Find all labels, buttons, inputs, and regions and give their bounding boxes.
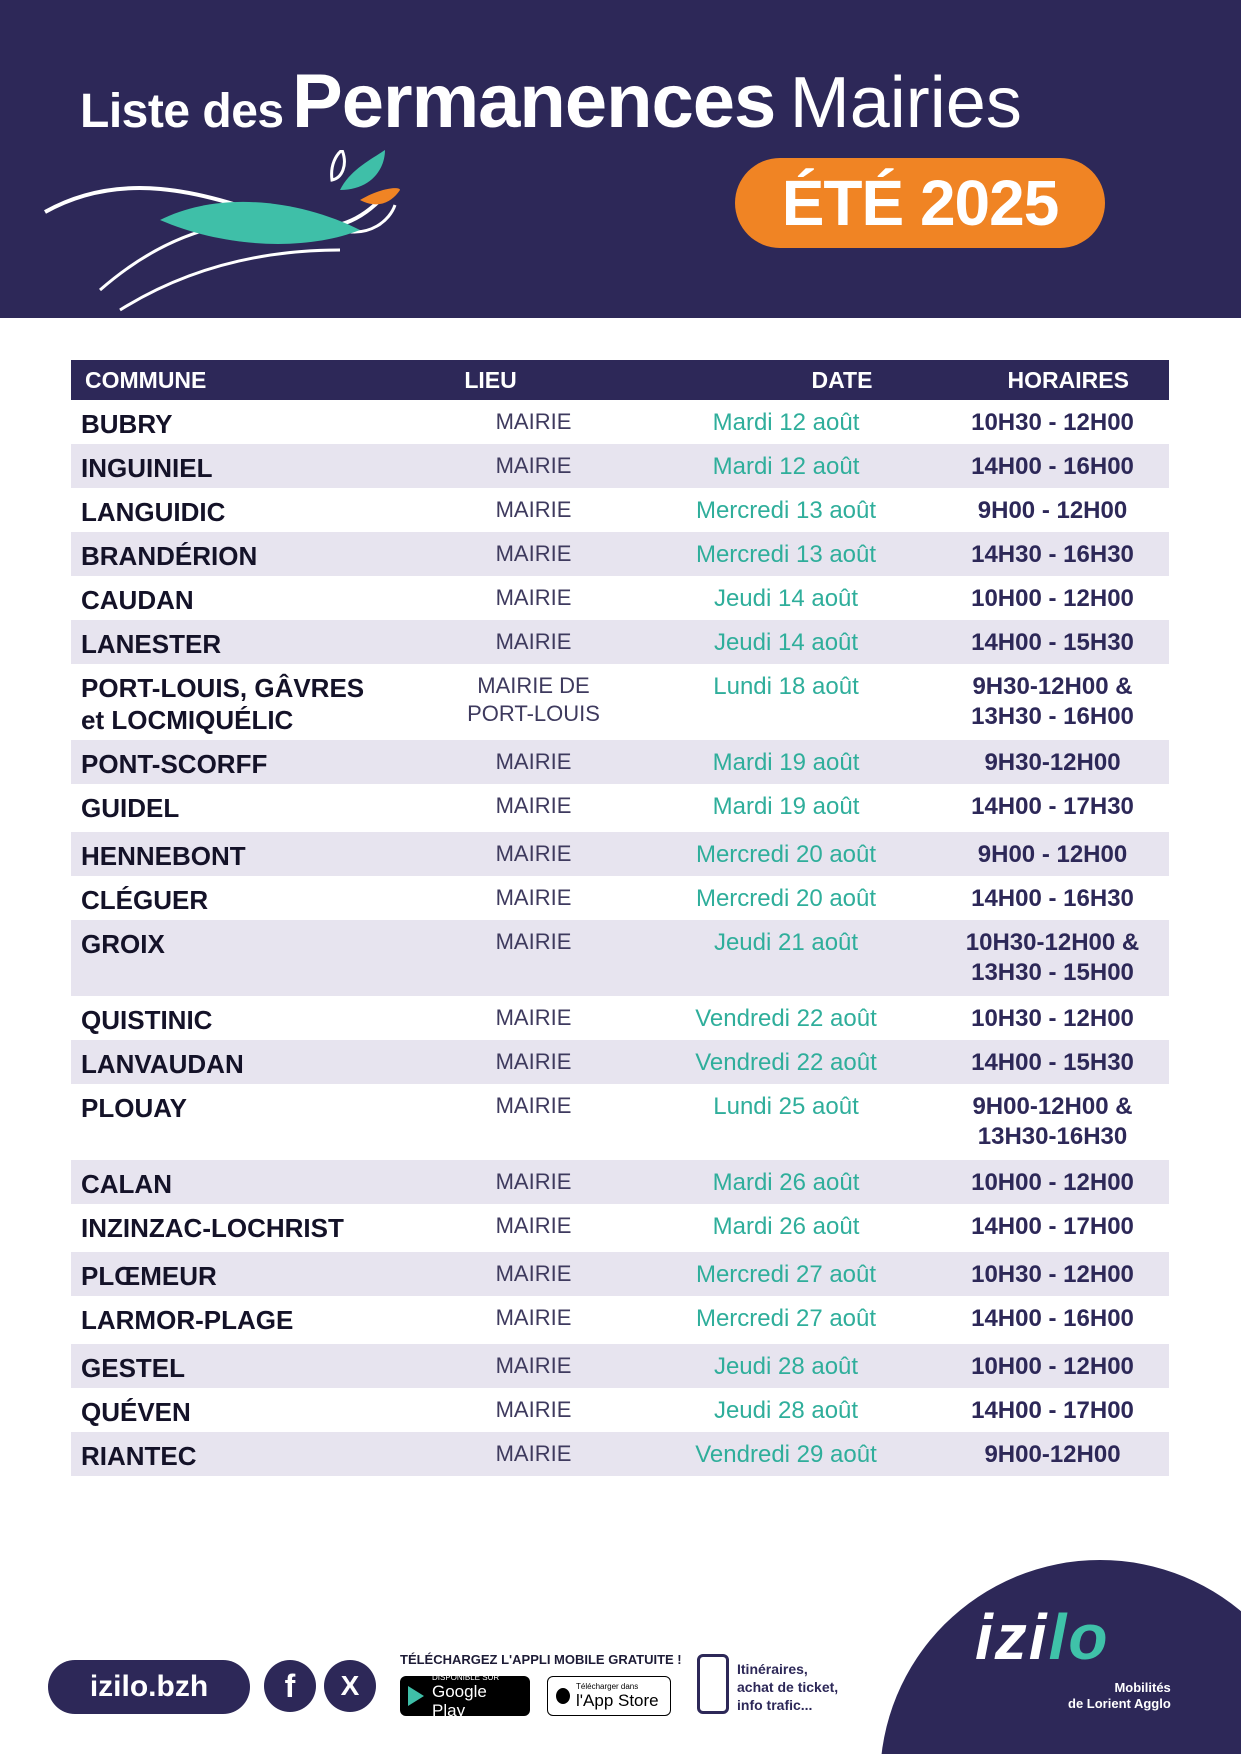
commune-cell: INZINZAC-LOCHRIST [81, 1213, 344, 1243]
header-lieu: LIEU [464, 366, 517, 393]
table-row [71, 920, 1169, 996]
commune-cell: PONT-SCORFF [81, 749, 268, 779]
date-cell: Jeudi 28 août [713, 1397, 859, 1424]
date-cell: Mardi 19 août [712, 749, 860, 776]
commune-cell: LANESTER [81, 629, 222, 659]
commune-cell: CLÉGUER [81, 885, 209, 915]
lieu-cell: MAIRIE [495, 453, 572, 478]
date-cell: Vendredi 22 août [695, 1049, 877, 1076]
table-row [71, 400, 1169, 444]
commune-cell: INGUINIEL [81, 453, 213, 483]
commune-cell: LARMOR-PLAGE [81, 1305, 294, 1335]
horaires-cell: 10H30 - 12H00 [971, 1261, 1134, 1288]
date-cell: Jeudi 14 août [713, 629, 859, 656]
table-row [71, 1296, 1169, 1344]
title-part1: Liste des [80, 85, 284, 138]
horaires-cell: 14H00 - 17H30 [971, 793, 1134, 820]
date-cell: Vendredi 29 août [695, 1441, 877, 1468]
header-date: DATE [811, 366, 873, 393]
lieu-cell: MAIRIE [495, 1093, 572, 1118]
date-cell: Lundi 18 août [713, 673, 859, 700]
horaires-cell: 10H00 - 12H00 [971, 1169, 1134, 1196]
lieu-cell: MAIRIE [495, 793, 572, 818]
permanences-table [71, 360, 1169, 1476]
phone-note: Itinéraires, achat de ticket, info trafic... [737, 1661, 839, 1713]
leaf-wave-icon [40, 150, 460, 320]
title-part2: Permanences [292, 59, 776, 144]
brand-izi: izi [975, 1601, 1049, 1673]
lieu-cell: MAIRIE [495, 1261, 572, 1286]
lieu-cell: MAIRIE [495, 497, 572, 522]
commune-cell: LANVAUDAN [81, 1049, 244, 1079]
lieu-cell: MAIRIE [495, 929, 572, 954]
horaires-cell: 14H00 - 15H30 [971, 1049, 1134, 1076]
horaires-cell: 9H00 - 12H00 [977, 841, 1128, 868]
table-row [71, 1432, 1169, 1476]
lieu-cell: MAIRIE [495, 885, 572, 910]
table-row [71, 832, 1169, 876]
x-icon[interactable]: X [324, 1660, 376, 1712]
commune-cell: BUBRY [81, 409, 173, 439]
date-cell: Mercredi 20 août [695, 885, 877, 912]
commune-cell: PLŒMEUR [81, 1261, 217, 1291]
app-store-button[interactable] [547, 1676, 671, 1716]
date-cell: Jeudi 21 août [713, 929, 859, 956]
commune-cell: RIANTEC [81, 1441, 197, 1471]
lieu-cell: MAIRIE [495, 1049, 572, 1074]
commune-cell: PLOUAY [81, 1093, 187, 1123]
commune-cell: PORT-LOUIS, GÂVRES et LOCMIQUÉLIC [81, 673, 365, 735]
lieu-cell: MAIRIE [495, 1305, 572, 1330]
apple-icon [556, 1688, 570, 1704]
table-row [71, 740, 1169, 784]
app-caption: TÉLÉCHARGEZ L'APPLI MOBILE GRATUITE ! [400, 1652, 682, 1667]
table-row [71, 444, 1169, 488]
lieu-cell: MAIRIE [495, 629, 572, 654]
table-row [71, 1160, 1169, 1204]
google-play-button[interactable] [400, 1672, 530, 1720]
google-big-text: Google Play [432, 1681, 487, 1720]
commune-cell: GROIX [81, 929, 165, 959]
date-cell: Mardi 12 août [712, 453, 860, 480]
apple-big-text: l'App Store [576, 1691, 659, 1710]
horaires-cell: 14H00 - 16H00 [971, 453, 1134, 480]
horaires-cell: 14H00 - 16H00 [971, 1305, 1134, 1332]
brand-subtitle: Mobilités de Lorient Agglo [1068, 1680, 1171, 1711]
horaires-cell: 14H00 - 15H30 [971, 629, 1134, 656]
table-body [71, 400, 1169, 1476]
commune-cell: CAUDAN [81, 585, 194, 615]
date-cell: Mardi 12 août [712, 409, 860, 436]
table-row [71, 1252, 1169, 1296]
date-cell: Mardi 26 août [712, 1213, 860, 1240]
lieu-cell: MAIRIE [495, 1169, 572, 1194]
lieu-cell: MAIRIE [495, 541, 572, 566]
commune-cell: GESTEL [81, 1353, 186, 1383]
horaires-cell: 14H00 - 17H00 [971, 1397, 1134, 1424]
table-row [71, 1084, 1169, 1160]
date-cell: Jeudi 28 août [713, 1353, 859, 1380]
table-row [71, 664, 1169, 740]
lieu-cell: MAIRIE [495, 841, 572, 866]
horaires-cell: 10H30 - 12H00 [971, 1005, 1134, 1032]
horaires-cell: 9H30-12H00 & 13H30 - 16H00 [971, 673, 1134, 730]
page-title [80, 58, 1022, 145]
facebook-icon[interactable]: f [264, 1660, 316, 1712]
lieu-cell: MAIRIE [495, 1397, 572, 1422]
table-row [71, 576, 1169, 620]
horaires-cell: 10H00 - 12H00 [971, 585, 1134, 612]
lieu-cell: MAIRIE [495, 1005, 572, 1030]
commune-cell: LANGUIDIC [81, 497, 226, 527]
website-link[interactable]: izilo.bzh [48, 1660, 250, 1714]
horaires-cell: 10H30-12H00 & 13H30 - 15H00 [965, 929, 1140, 986]
commune-cell: BRANDÉRION [81, 541, 258, 571]
lieu-cell: MAIRIE [495, 749, 572, 774]
horaires-cell: 9H00-12H00 [984, 1441, 1121, 1468]
table-row [71, 620, 1169, 664]
commune-cell: CALAN [81, 1169, 172, 1199]
table-row [71, 1388, 1169, 1432]
table-row [71, 1204, 1169, 1252]
apple-small-text: Télécharger dans [576, 1682, 639, 1691]
horaires-cell: 10H00 - 12H00 [971, 1353, 1134, 1380]
header-banner [0, 0, 1241, 318]
lieu-cell: MAIRIE [495, 1353, 572, 1378]
title-part3: Mairies [789, 63, 1022, 143]
commune-cell: QUÉVEN [81, 1397, 191, 1427]
brand-logo [975, 1600, 1109, 1674]
date-cell: Vendredi 22 août [695, 1005, 877, 1032]
phone-icon [697, 1654, 729, 1714]
brand-lo: lo [1048, 1601, 1110, 1673]
season-badge: ÉTÉ 2025 [735, 158, 1105, 248]
lieu-cell: MAIRIE [495, 1441, 572, 1466]
date-cell: Lundi 25 août [713, 1093, 859, 1120]
horaires-cell: 9H30-12H00 [984, 749, 1121, 776]
table-row [71, 488, 1169, 532]
google-small-text: DISPONIBLE SUR [432, 1672, 500, 1682]
header-horaires: HORAIRES [1007, 366, 1129, 393]
lieu-cell: MAIRIE [495, 409, 572, 434]
lieu-cell: MAIRIE [495, 1213, 572, 1238]
lieu-cell: MAIRIE [495, 585, 572, 610]
date-cell: Mercredi 13 août [695, 497, 877, 524]
commune-cell: QUISTINIC [81, 1005, 213, 1035]
table-row [71, 1040, 1169, 1084]
table-row [71, 996, 1169, 1040]
table-row [71, 532, 1169, 576]
commune-cell: GUIDEL [81, 793, 180, 823]
date-cell: Mardi 26 août [712, 1169, 860, 1196]
date-cell: Mercredi 27 août [695, 1261, 877, 1288]
date-cell: Jeudi 14 août [713, 585, 859, 612]
horaires-cell: 14H00 - 16H30 [971, 885, 1134, 912]
horaires-cell: 9H00 - 12H00 [977, 497, 1128, 524]
date-cell: Mardi 19 août [712, 793, 860, 820]
date-cell: Mercredi 20 août [695, 841, 877, 868]
play-triangle-icon [408, 1686, 424, 1706]
table-header [71, 360, 1169, 400]
horaires-cell: 14H00 - 17H00 [971, 1213, 1134, 1240]
table-row [71, 784, 1169, 832]
commune-cell: HENNEBONT [81, 841, 246, 871]
date-cell: Mercredi 27 août [695, 1305, 877, 1332]
horaires-cell: 9H00-12H00 & 13H30-16H30 [972, 1093, 1133, 1150]
header-commune: COMMUNE [85, 366, 207, 393]
table-row [71, 876, 1169, 920]
date-cell: Mercredi 13 août [695, 541, 877, 568]
horaires-cell: 14H30 - 16H30 [971, 541, 1134, 568]
lieu-cell: MAIRIE DE PORT-LOUIS [467, 673, 600, 726]
horaires-cell: 10H30 - 12H00 [971, 409, 1134, 436]
table-row [71, 1344, 1169, 1388]
